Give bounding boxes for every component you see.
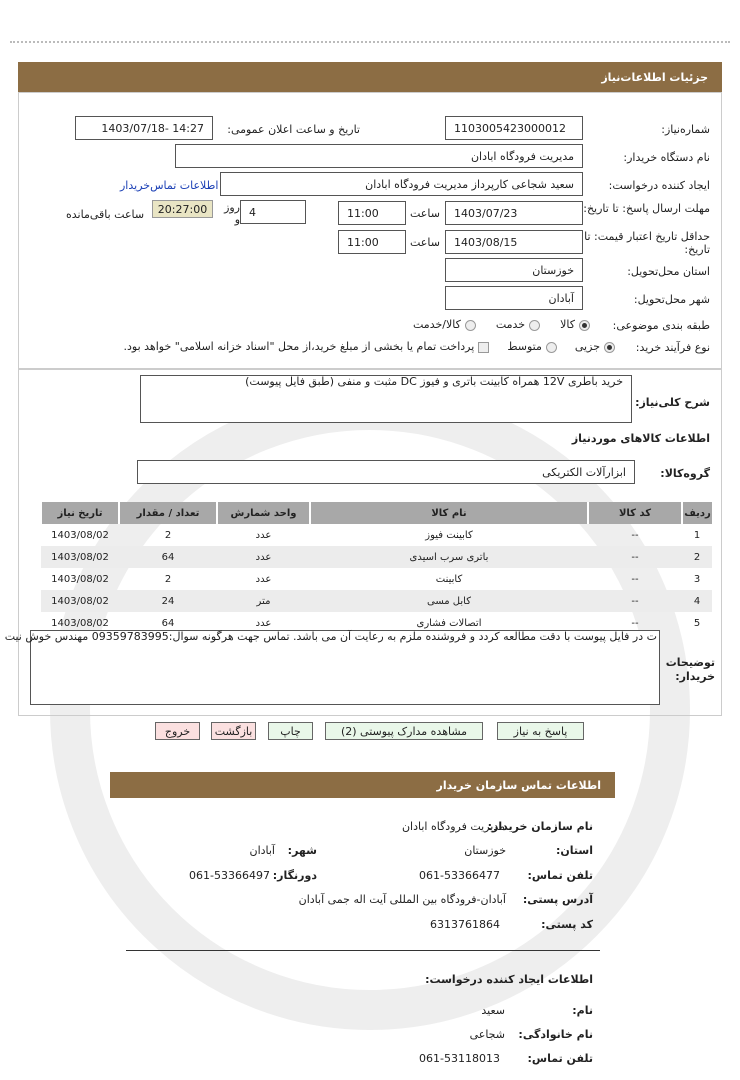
days-field: 4	[240, 200, 306, 224]
announce-field: 1403/07/18- 14:27	[75, 116, 213, 140]
quantity: 64	[161, 617, 175, 629]
item-name: اتصالات فشاری	[416, 617, 482, 629]
category-service-radio[interactable]: خدمت	[496, 318, 540, 331]
creator-family-label: نام خانوادگی:	[518, 1028, 593, 1041]
top-divider	[10, 41, 730, 43]
need-date: 1403/08/02	[51, 617, 109, 629]
deadline-date-field: 1403/07/23	[445, 201, 583, 225]
org-label: نام سازمان خریدار:	[487, 820, 593, 833]
col-unit: واحد شمارش	[217, 502, 310, 524]
print-button[interactable]: چاپ	[268, 722, 313, 740]
contact-title: اطلاعات تماس سازمان خریدار	[436, 778, 601, 792]
col-qty: تعداد / مقدار	[119, 502, 217, 524]
need-date: 1403/08/02	[51, 573, 109, 585]
buyer-notes-textarea[interactable]: ت در فایل پیوست با دقت مطالعه کردد و فروشنده ملزم به رعایت آن می باشد. تماس جهت هرگونه سوال:09359783995 مهندس خوش نیت	[30, 630, 660, 705]
table-row	[41, 590, 712, 612]
table-row	[41, 568, 712, 590]
need-number-field: 1103005423000012	[445, 116, 583, 140]
back-button[interactable]: بازگشت	[211, 722, 256, 740]
address-value: آبادان-فرودگاه بین المللی آیت اله جمی آبادان	[298, 893, 506, 906]
item-code: --	[631, 573, 639, 585]
validity-time-field: 11:00	[338, 230, 406, 254]
description-textarea[interactable]: خرید باطری 12V همراه کابینت باتری و فیوز DC مثبت و منفی (طبق فایل پیوست)	[140, 375, 632, 423]
row-number: 5	[693, 617, 701, 629]
table-row	[41, 546, 712, 568]
contact-header	[110, 772, 615, 798]
need-date: 1403/08/02	[41, 590, 119, 612]
unit: عدد	[255, 617, 272, 629]
remaining-label: ساعت باقی‌مانده	[66, 208, 145, 221]
creator-phone-label: تلفن تماس:	[527, 1052, 593, 1065]
process-small-radio[interactable]: جزیی	[575, 340, 615, 353]
province-field: خوزستان	[445, 258, 583, 282]
row-number: 3	[693, 573, 701, 585]
contact-province-value: خوزستان	[464, 844, 506, 857]
quantity: 2	[164, 573, 172, 585]
creator-phone-value: 061-53118013	[419, 1052, 500, 1065]
creator-family-value: شجاعی	[469, 1028, 505, 1041]
col-row: ردیف	[682, 502, 712, 524]
process-label: نوع فرآیند خرید:	[635, 341, 710, 354]
need-date: 1403/08/02	[51, 529, 109, 541]
col-date: تاریخ نیاز	[41, 502, 119, 524]
row-number: 2	[682, 546, 712, 568]
goods-section-title: اطلاعات کالاهای موردنیاز	[571, 432, 710, 445]
postal-label: کد پستی:	[541, 918, 593, 931]
goods-group-label: گروه‌کالا:	[660, 467, 710, 480]
item-code: --	[631, 617, 639, 629]
quantity: 2	[164, 529, 172, 541]
buyer-contact-link[interactable]: اطلاعات تماس‌خریدار	[120, 179, 219, 192]
buyer-notes-label: توضیحات خریدار:	[665, 656, 715, 683]
phone-value: 061-53366477	[419, 869, 500, 882]
announce-label: تاریخ و ساعت اعلان عمومی:	[227, 123, 360, 136]
category-radio-group	[413, 318, 590, 331]
deadline-time-field: 11:00	[338, 201, 406, 225]
category-both-radio[interactable]: کالا/خدمت	[413, 318, 476, 331]
item-code: --	[631, 529, 639, 541]
validity-date-field: 1403/08/15	[445, 230, 583, 254]
creator-name-value: سعید	[481, 1004, 505, 1017]
contact-city-value: آبادان	[249, 844, 275, 857]
creator-field: سعید شجاعی کارپرداز مدیریت فرودگاه ابادان	[220, 172, 583, 196]
item-name: کابل مسی	[310, 590, 588, 612]
fax-value: 061-53366497	[189, 869, 270, 882]
row-number: 1	[693, 529, 701, 541]
buyer-org-field: مدیریت فرودگاه ابادان	[175, 144, 583, 168]
page-header	[18, 62, 722, 92]
validity-time-label: ساعت	[410, 236, 440, 249]
goods-table	[40, 502, 712, 634]
category-goods-radio[interactable]: کالا	[560, 318, 590, 331]
address-label: آدرس پستی:	[522, 893, 593, 906]
deadline-label: مهلت ارسال پاسخ: تا تاریخ:	[583, 202, 710, 215]
contact-province-label: استان:	[556, 844, 593, 857]
reply-button[interactable]: پاسخ به نیاز	[497, 722, 584, 740]
creator-label: ایجاد کننده درخواست:	[608, 179, 710, 192]
exit-button[interactable]: خروج	[155, 722, 200, 740]
row-number: 4	[682, 590, 712, 612]
quantity: 24	[119, 590, 217, 612]
item-name: باتری سرب اسیدی	[310, 546, 588, 568]
need-date: 1403/08/02	[41, 546, 119, 568]
creator-info-title: اطلاعات ایجاد کننده درخواست:	[425, 973, 593, 986]
phone-label: تلفن تماس:	[527, 869, 593, 882]
col-code: کد کالا	[588, 502, 682, 524]
attachments-button[interactable]: مشاهده مدارک پیوستی (2)	[325, 722, 483, 740]
process-radio-group	[124, 340, 615, 353]
item-name: کابینت	[435, 573, 463, 585]
deadline-time-label: ساعت	[410, 207, 440, 220]
city-field: آبادان	[445, 286, 583, 310]
fax-label: دورنگار:	[272, 869, 317, 882]
province-label: استان محل‌تحویل:	[627, 265, 710, 278]
category-label: طبقه بندی موضوعی:	[612, 319, 710, 332]
need-number-label: شماره‌نیاز:	[661, 123, 710, 136]
buyer-org-label: نام دستگاه خریدار:	[623, 151, 710, 164]
remaining-timer: 20:27:00	[152, 200, 213, 218]
item-code: --	[588, 546, 682, 568]
unit: متر	[217, 590, 310, 612]
item-code: --	[588, 590, 682, 612]
treasury-payment-checkbox[interactable]: پرداخت تمام یا بخشی از مبلغ خرید،از محل "اسناد خزانه اسلامی" خواهد بود.	[124, 340, 490, 353]
quantity: 64	[119, 546, 217, 568]
validity-label: حداقل تاریخ اعتبار قیمت: تا تاریخ:	[584, 230, 710, 256]
unit: عدد	[255, 529, 272, 541]
page-title: جزئیات اطلاعات‌نیاز	[601, 70, 708, 84]
days-label: روز و	[224, 201, 240, 226]
unit: عدد	[255, 573, 272, 585]
process-medium-radio[interactable]: متوسط	[507, 340, 557, 353]
goods-group-field: ابزارآلات الکتریکی	[137, 460, 635, 484]
contact-divider	[126, 950, 600, 951]
col-name: نام کالا	[310, 502, 588, 524]
postal-value: 6313761864	[430, 918, 500, 931]
table-row	[41, 524, 712, 546]
org-value: مدیریت فرودگاه ابادان	[401, 820, 505, 833]
city-label: شهر محل‌تحویل:	[633, 293, 710, 306]
creator-name-label: نام:	[572, 1004, 593, 1017]
description-label: شرح کلی‌نیاز:	[635, 396, 710, 409]
contact-city-label: شهر:	[287, 844, 317, 857]
unit: عدد	[217, 546, 310, 568]
item-name: کابینت فیوز	[425, 529, 473, 541]
